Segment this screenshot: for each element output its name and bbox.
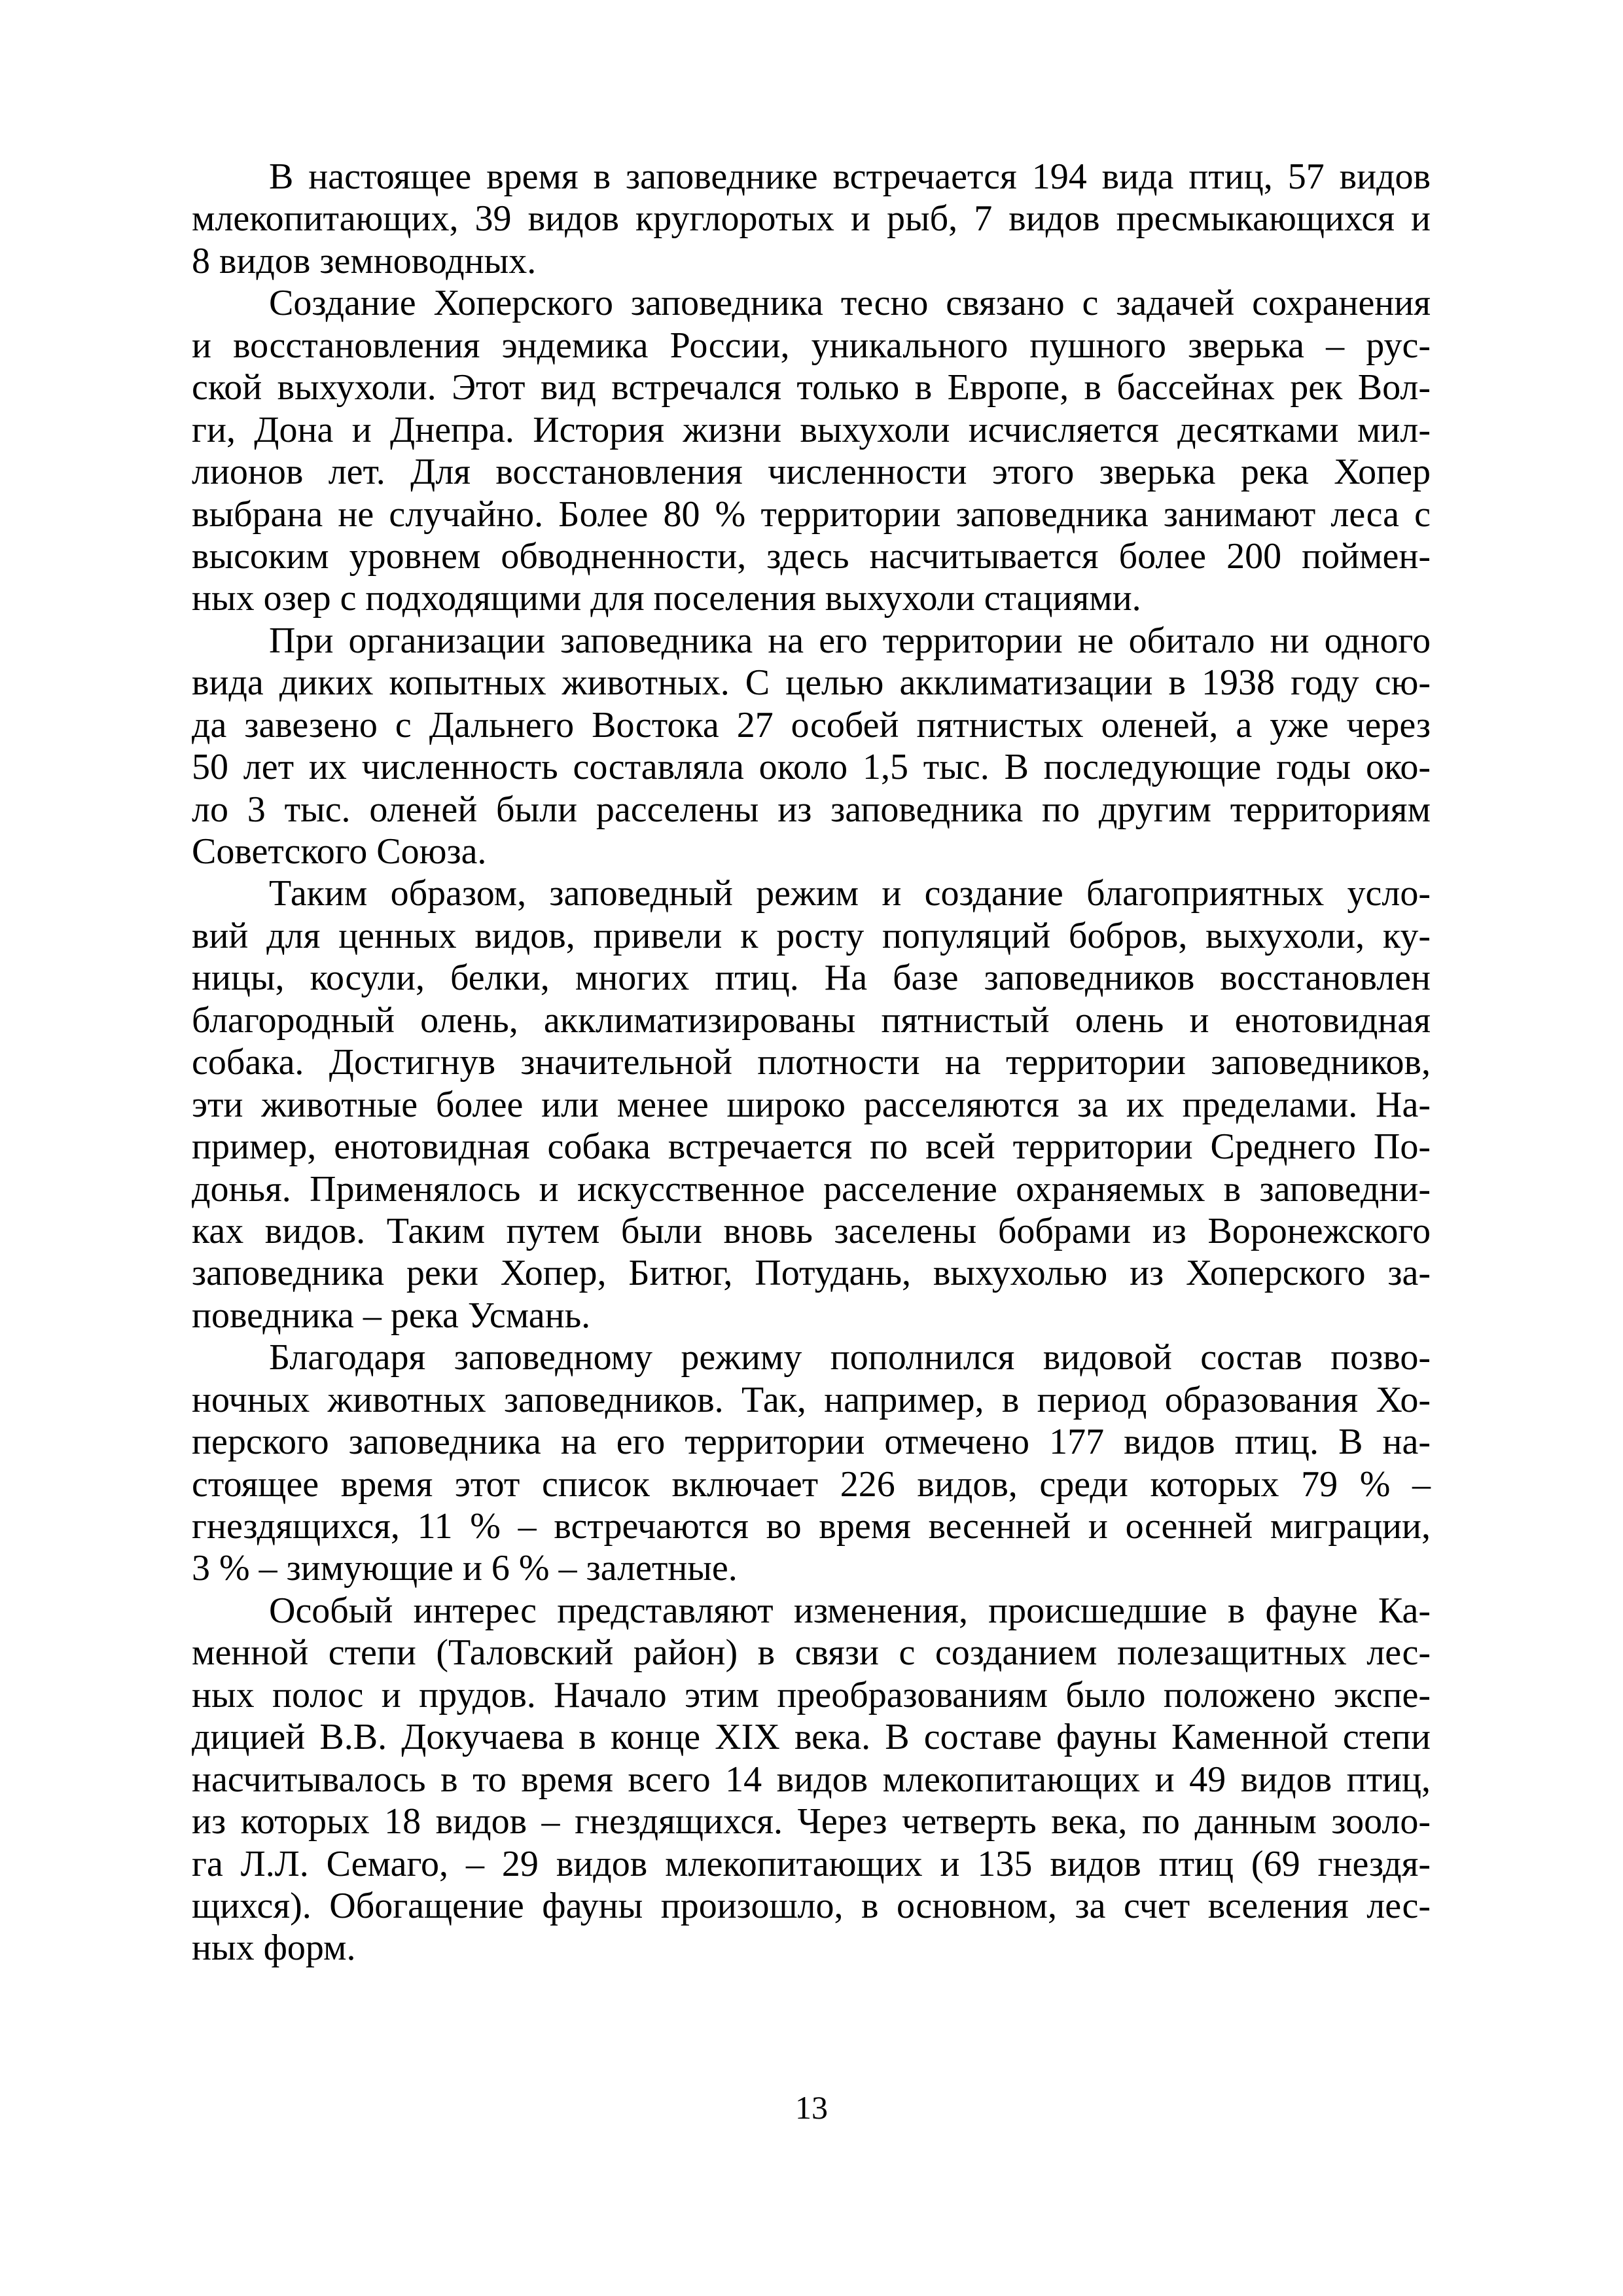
text-line: да завезено с Дальнего Востока 27 особей пятнистых оленей, а уже через bbox=[192, 704, 1431, 745]
text-line: выбрана не случайно. Более 80 % территории заповедника занимают леса с bbox=[192, 493, 1431, 535]
text-line: менной степи (Таловский район) в связи с созданием полезащитных лес- bbox=[192, 1632, 1431, 1674]
text-line: ных озер с подходящими для поселения выхухоли стациями. bbox=[192, 578, 1141, 619]
text-line: перского заповедника на его территории отмечено 177 видов птиц. В на- bbox=[192, 1422, 1431, 1463]
body-text bbox=[192, 156, 1431, 1969]
text-line: Советского Союза. bbox=[192, 831, 487, 872]
text-line: Создание Хоперского заповедника тесно связано с задачей сохранения bbox=[269, 283, 1431, 324]
text-line: ках видов. Таким путем были вновь заселены бобрами из Воронежского bbox=[192, 1210, 1431, 1251]
text-line: вий для ценных видов, привели к росту популяций бобров, выхухоли, ку- bbox=[192, 915, 1431, 956]
text-line: ской выхухоли. Этот вид встречался только в Европе, в бассейнах рек Вол- bbox=[192, 367, 1431, 408]
text-line: благородный олень, акклиматизированы пятнистый олень и енотовидная bbox=[192, 999, 1431, 1041]
text-line: ницы, косули, белки, многих птиц. На базе заповедников восстановлен bbox=[192, 958, 1431, 999]
text-line: лионов лет. Для восстановления численности этого зверька река Хопер bbox=[192, 452, 1431, 493]
text-line: гнездящихся, 11 % – встречаются во время весенней и осенней миграции, bbox=[192, 1506, 1431, 1547]
text-line: эти животные более или менее широко расселяются за их пределами. На- bbox=[192, 1084, 1431, 1125]
text-line: В настоящее время в заповеднике встречается 194 вида птиц, 57 видов bbox=[269, 156, 1431, 197]
text-line: поведника – река Усмань. bbox=[192, 1295, 591, 1336]
text-line: из которых 18 видов – гнездящихся. Через четверть века, по данным зооло- bbox=[192, 1801, 1431, 1842]
text-line: пример, енотовидная собака встречается по всей территории Среднего По- bbox=[192, 1126, 1431, 1168]
text-line: щихся). Обогащение фауны произошло, в основном, за счет вселения лес- bbox=[192, 1885, 1431, 1926]
text-line: Благодаря заповедному режиму пополнился видовой состав позво- bbox=[269, 1337, 1431, 1378]
text-line: Таким образом, заповедный режим и создание благоприятных усло- bbox=[269, 873, 1431, 914]
text-line: млекопитающих, 39 видов круглоротых и рыб, 7 видов пресмыкающихся и bbox=[192, 198, 1431, 240]
text-line: дицией В.В. Докучаева в конце XIX века. В составе фауны Каменной степи bbox=[192, 1717, 1431, 1758]
text-line: ги, Дона и Днепра. История жизни выхухоли исчисляется десятками мил- bbox=[192, 409, 1431, 450]
page-number: 13 bbox=[795, 2089, 828, 2126]
text-line: высоким уровнем обводненности, здесь насчитывается более 200 поймен- bbox=[192, 535, 1431, 577]
text-line: насчитывалось в то время всего 14 видов млекопитающих и 49 видов птиц, bbox=[192, 1759, 1431, 1800]
text-line: собака. Достигнув значительной плотности на территории заповедников, bbox=[192, 1042, 1431, 1083]
text-line: ночных животных заповедников. Так, например, в период образования Хо- bbox=[192, 1379, 1431, 1420]
text-line: стоящее время этот список включает 226 видов, среди которых 79 % – bbox=[192, 1463, 1431, 1505]
text-line: ных форм. bbox=[192, 1928, 356, 1969]
text-line: и восстановления эндемика России, уникального пушного зверька – рус- bbox=[192, 325, 1431, 366]
text-line: донья. Применялось и искусственное расселение охраняемых в заповедни- bbox=[192, 1168, 1431, 1210]
text-line: вида диких копытных животных. С целью акклиматизации в 1938 году сю- bbox=[192, 662, 1431, 704]
text-line: ных полос и прудов. Начало этим преобразованиям было положено экспе- bbox=[192, 1674, 1431, 1715]
text-line: га Л.Л. Семаго, – 29 видов млекопитающих и 135 видов птиц (69 гнездя- bbox=[192, 1843, 1431, 1884]
text-line: 8 видов земноводных. bbox=[192, 240, 537, 281]
text-line: заповедника реки Хопер, Битюг, Потудань, выхухолью из Хоперского за- bbox=[192, 1253, 1431, 1294]
text-line: 50 лет их численность составляла около 1,5 тыс. В последующие годы око- bbox=[192, 747, 1431, 788]
text-line: При организации заповедника на его территории не обитало ни одного bbox=[269, 620, 1431, 661]
text-line: ло 3 тыс. оленей были расселены из заповедника по другим территориям bbox=[192, 789, 1431, 830]
text-line: 3 % – зимующие и 6 % – залетные. bbox=[192, 1548, 738, 1589]
text-line: Особый интерес представляют изменения, происшедшие в фауне Ка- bbox=[269, 1590, 1431, 1631]
